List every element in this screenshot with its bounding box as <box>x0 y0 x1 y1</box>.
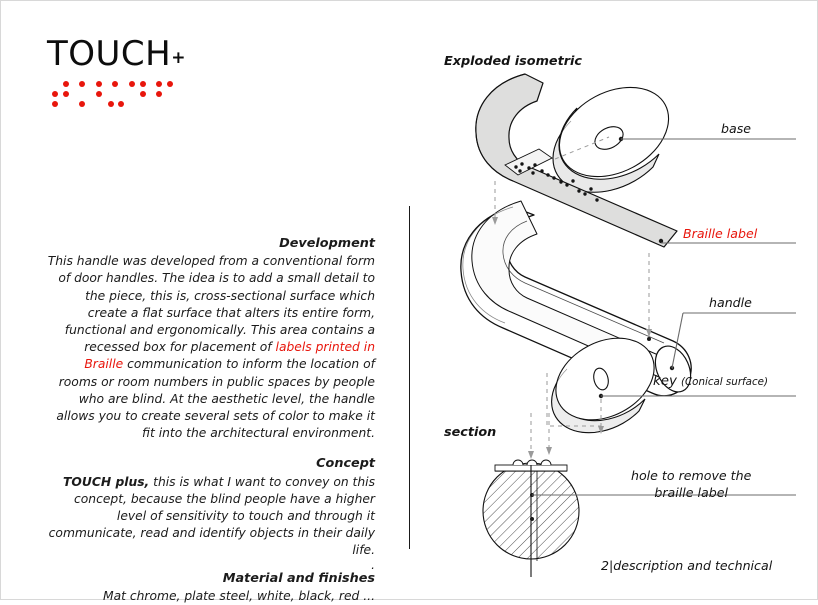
heading-material: Material and finishes <box>222 570 375 586</box>
base-disc-graphic <box>544 69 684 194</box>
paragraph-material: Mat chrome, plate steel, white, black, red ... <box>102 588 375 603</box>
logo-wordmark-text: TOUCH <box>47 34 172 74</box>
concept-body: this is what I want to convey on this concept, because the blind people have a higher level of sensitivity to touch and through it communicate, read and identify objects in their daily life. <box>48 474 375 558</box>
callout-hole-line1: hole to remove the <box>631 468 752 483</box>
development-part1: This handle was developed from a conventional form of door handles. The idea is to add a small detail to the piece, this is, cross-sectional surface which create a flat surface that alters its entire form, functional and ergonomically. This area contains a recessed box for placement of <box>47 254 375 355</box>
development-highlight-braille: labels printed in Braille <box>84 340 375 372</box>
callout-hole-line2: braille label <box>654 485 728 500</box>
paragraph-concept <box>45 474 375 560</box>
page-footer-note: 2|description and technical <box>601 558 773 573</box>
heading-section: section <box>444 425 497 440</box>
callout-handle: handle <box>709 295 752 310</box>
exploded-isometric-drawing <box>421 21 813 581</box>
callout-key-word: key <box>653 374 677 389</box>
braille-dots-logo <box>49 81 229 111</box>
column-divider <box>409 206 410 549</box>
heading-development: Development <box>279 236 375 251</box>
paragraph-development <box>45 253 375 442</box>
spacer-1 <box>45 442 375 455</box>
callout-base: base <box>721 121 752 136</box>
section-view-graphic <box>479 460 587 577</box>
concept-lead-term: TOUCH plus, <box>63 474 150 489</box>
logo-plus-symbol: + <box>171 48 186 68</box>
development-part2: communication to inform the location of rooms or room numbers in public spaces by people who are blind. At the aesthetic level, the handle allows you to create several sets of color to make it fit into the architectural environment. <box>56 357 375 441</box>
callout-key <box>653 373 768 389</box>
logo-wordmark <box>47 34 287 74</box>
callout-key-subtitle: (Conical surface) <box>680 376 769 388</box>
callout-braille-label: Braille label <box>683 226 758 241</box>
heading-concept: Concept <box>316 456 375 472</box>
description-text-column <box>45 235 375 605</box>
heading-exploded-isometric: Exploded isometric <box>444 54 582 69</box>
callout-hole-remove-label <box>631 467 751 501</box>
concept-trailing-period: . <box>371 557 375 572</box>
brand-logo <box>47 34 287 117</box>
technical-drawing-area <box>421 21 813 581</box>
